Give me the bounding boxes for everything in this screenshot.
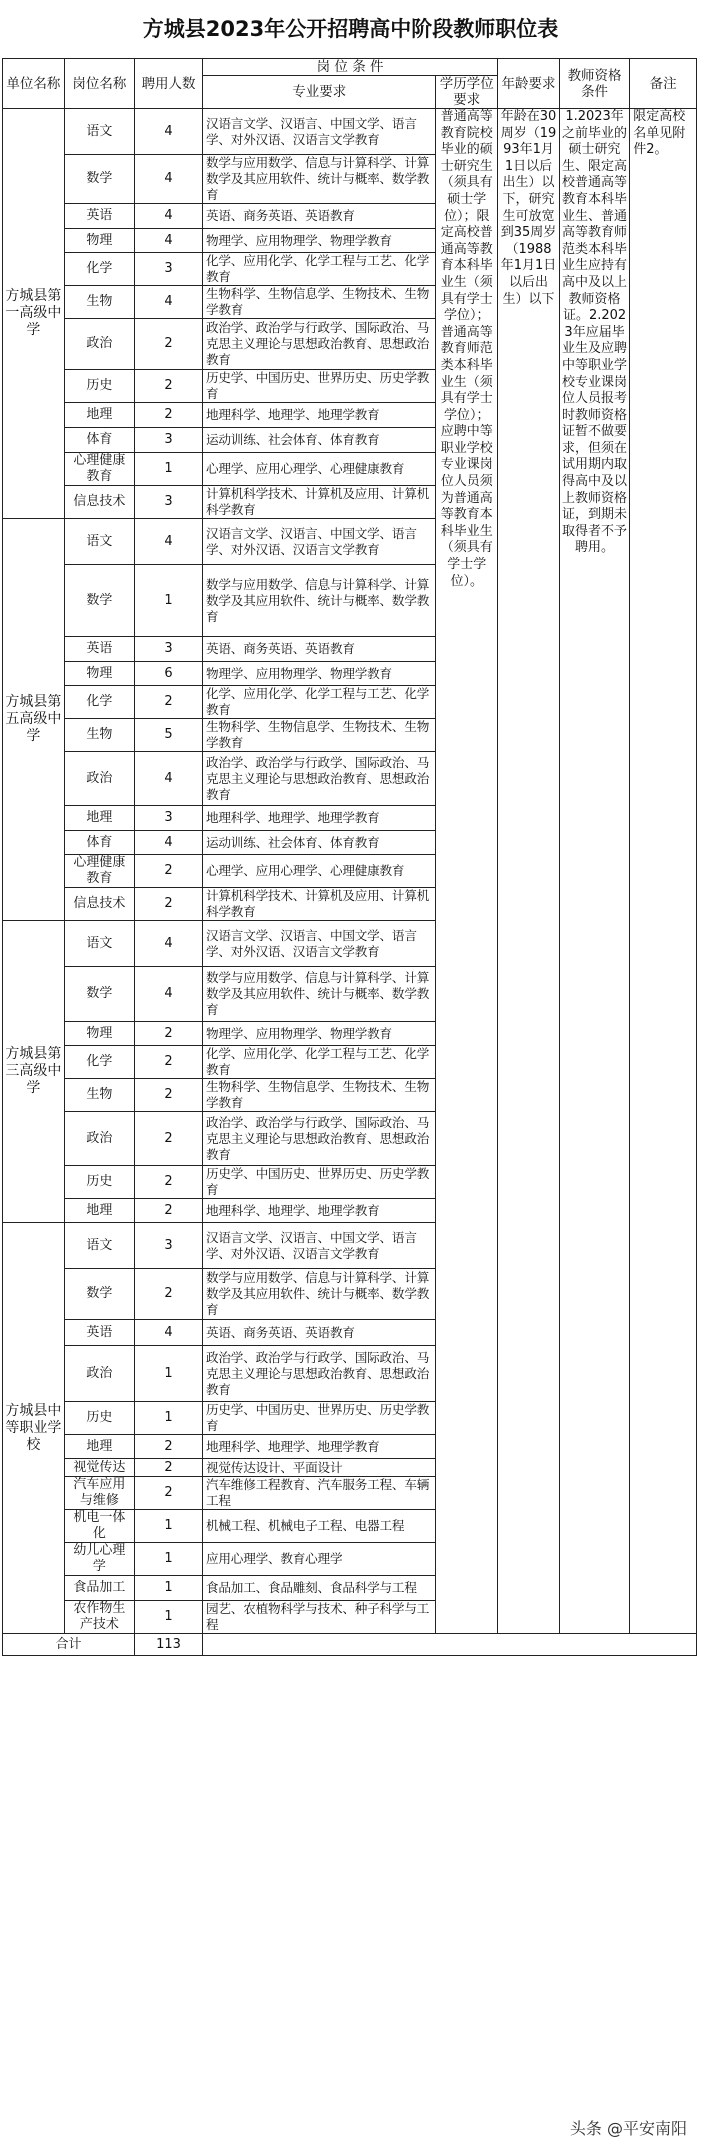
- total-value: 113: [135, 1634, 203, 1656]
- major-requirement: 物理学、应用物理学、物理学教育: [203, 662, 436, 686]
- post-name: 物理: [64, 662, 134, 686]
- post-count: 2: [135, 1022, 203, 1046]
- major-requirement: 地理科学、地理学、地理学教育: [203, 1435, 436, 1459]
- major-requirement: 物理学、应用物理学、物理学教育: [203, 1022, 436, 1046]
- major-requirement: 政治学、政治学与行政学、国际政治、马克思主义理论与思想政治教育、思想政治教育: [203, 752, 436, 806]
- major-requirement: 视觉传达设计、平面设计: [203, 1459, 436, 1477]
- post-name: 英语: [64, 204, 134, 229]
- major-requirement: 英语、商务英语、英语教育: [203, 1320, 436, 1346]
- post-count: 6: [135, 662, 203, 686]
- post-count: 4: [135, 831, 203, 855]
- header-conditions: 岗 位 条 件: [203, 59, 498, 76]
- total-row: [3, 1634, 697, 1656]
- post-name: 化学: [64, 1046, 134, 1079]
- degree-requirement: 普通高等教育院校毕业的硕士研究生（须具有硕士学位）；限定高校普通高等教育本科毕业生（须具有学士学位）；普通高等教育师范类本科毕业生（须具有学士学位）；应聘中等职业学校专业课岗位人员须为普通高等教育本科毕业生（须具有学士学位）。: [436, 109, 498, 1634]
- post-name: 语文: [64, 519, 134, 565]
- post-count: 1: [135, 453, 203, 486]
- post-name: 信息技术: [64, 486, 134, 519]
- post-count: 4: [135, 155, 203, 204]
- post-count: 2: [135, 370, 203, 403]
- post-count: 4: [135, 286, 203, 319]
- header-unit: 单位名称: [3, 59, 65, 109]
- major-requirement: 机械工程、机械电子工程、电器工程: [203, 1510, 436, 1543]
- post-name: 语文: [64, 921, 134, 967]
- major-requirement: 汽车维修工程教育、汽车服务工程、车辆工程: [203, 1477, 436, 1510]
- major-requirement: 食品加工、食品雕刻、食品科学与工程: [203, 1576, 436, 1601]
- major-requirement: 地理科学、地理学、地理学教育: [203, 403, 436, 428]
- post-count: 1: [135, 1510, 203, 1543]
- post-name: 英语: [64, 1320, 134, 1346]
- major-requirement: 汉语言文学、汉语言、中国文学、语言学、对外汉语、汉语言文学教育: [203, 1223, 436, 1269]
- major-requirement: 汉语言文学、汉语言、中国文学、语言学、对外汉语、汉语言文学教育: [203, 109, 436, 155]
- major-requirement: 英语、商务英语、英语教育: [203, 204, 436, 229]
- major-requirement: 数学与应用数学、信息与计算科学、计算数学及其应用软件、统计与概率、数学教育: [203, 155, 436, 204]
- post-count: 3: [135, 486, 203, 519]
- post-name: 数学: [64, 1269, 134, 1320]
- post-count: 1: [135, 1576, 203, 1601]
- major-requirement: 计算机科学技术、计算机及应用、计算机科学教育: [203, 486, 436, 519]
- post-name: 历史: [64, 1402, 134, 1435]
- post-count: 2: [135, 1269, 203, 1320]
- header-degree: 学历学位要求: [436, 76, 498, 109]
- post-name: 生物: [64, 719, 134, 752]
- major-requirement: 心理学、应用心理学、心理健康教育: [203, 855, 436, 888]
- post-name: 信息技术: [64, 888, 134, 921]
- post-name: 地理: [64, 806, 134, 831]
- post-count: 3: [135, 806, 203, 831]
- post-name: 幼儿心理学: [64, 1543, 134, 1576]
- post-name: 化学: [64, 686, 134, 719]
- post-count: 3: [135, 428, 203, 453]
- post-name: 汽车应用与维修: [64, 1477, 134, 1510]
- post-name: 物理: [64, 1022, 134, 1046]
- recruitment-table: [2, 58, 697, 1656]
- cert-requirement: 1.2023年之前毕业的硕士研究生、限定高校普通高等教育本科毕业生、普通高等教育师范类本科毕业生应持有高中及以上教师资格证。2.2023年应届毕业生及应聘中等职业学校专业课岗位人员报考时教师资格证暂不做要求，但须在试用期内取得高中及以上教师资格证，到期未取得者不予聘用。: [559, 109, 629, 1634]
- major-requirement: 应用心理学、教育心理学: [203, 1543, 436, 1576]
- post-name: 政治: [64, 1346, 134, 1402]
- unit-name: 方城县第三高级中学: [3, 921, 65, 1223]
- major-requirement: 数学与应用数学、信息与计算科学、计算数学及其应用软件、统计与概率、数学教育: [203, 967, 436, 1022]
- post-name: 数学: [64, 967, 134, 1022]
- major-requirement: 化学、应用化学、化学工程与工艺、化学教育: [203, 1046, 436, 1079]
- post-count: 3: [135, 637, 203, 662]
- major-requirement: 化学、应用化学、化学工程与工艺、化学教育: [203, 253, 436, 286]
- major-requirement: 地理科学、地理学、地理学教育: [203, 806, 436, 831]
- unit-name: 方城县第一高级中学: [3, 109, 65, 519]
- post-name: 政治: [64, 752, 134, 806]
- post-count: 1: [135, 1346, 203, 1402]
- post-name: 化学: [64, 253, 134, 286]
- page-title: 方城县2023年公开招聘高中阶段教师职位表: [142, 17, 559, 41]
- post-count: 2: [135, 319, 203, 370]
- major-requirement: 心理学、应用心理学、心理健康教育: [203, 453, 436, 486]
- post-name: 视觉传达: [64, 1459, 134, 1477]
- header-count: 聘用人数: [135, 59, 203, 109]
- header-post: 岗位名称: [64, 59, 134, 109]
- major-requirement: 生物科学、生物信息学、生物技术、生物学教育: [203, 286, 436, 319]
- major-requirement: 化学、应用化学、化学工程与工艺、化学教育: [203, 686, 436, 719]
- post-name: 心理健康教育: [64, 453, 134, 486]
- post-count: 5: [135, 719, 203, 752]
- post-count: 3: [135, 1223, 203, 1269]
- post-count: 2: [135, 1459, 203, 1477]
- total-blank: [203, 1634, 697, 1656]
- post-count: 2: [135, 1046, 203, 1079]
- post-count: 2: [135, 1112, 203, 1166]
- major-requirement: 历史学、中国历史、世界历史、历史学教育: [203, 1166, 436, 1199]
- major-requirement: 数学与应用数学、信息与计算科学、计算数学及其应用软件、统计与概率、数学教育: [203, 565, 436, 637]
- major-requirement: 地理科学、地理学、地理学教育: [203, 1199, 436, 1223]
- major-requirement: 生物科学、生物信息学、生物技术、生物学教育: [203, 1079, 436, 1112]
- major-requirement: 汉语言文学、汉语言、中国文学、语言学、对外汉语、汉语言文学教育: [203, 519, 436, 565]
- age-requirement: 年龄在30周岁（1993年1月1日以后出生）以下，研究生可放宽到35周岁（1988年1月1日以后出生）以下: [498, 109, 560, 1634]
- post-name: 地理: [64, 1199, 134, 1223]
- post-name: 语文: [64, 109, 134, 155]
- header-remark: 备注: [630, 59, 697, 109]
- major-requirement: 运动训练、社会体育、体育教育: [203, 428, 436, 453]
- post-name: 政治: [64, 319, 134, 370]
- post-count: 3: [135, 253, 203, 286]
- major-requirement: 物理学、应用物理学、物理学教育: [203, 229, 436, 253]
- post-count: 4: [135, 921, 203, 967]
- post-name: 生物: [64, 1079, 134, 1112]
- post-count: 4: [135, 109, 203, 155]
- post-name: 体育: [64, 428, 134, 453]
- post-count: 4: [135, 752, 203, 806]
- post-count: 1: [135, 1601, 203, 1634]
- post-name: 机电一体化: [64, 1510, 134, 1543]
- major-requirement: 汉语言文学、汉语言、中国文学、语言学、对外汉语、汉语言文学教育: [203, 921, 436, 967]
- major-requirement: 历史学、中国历史、世界历史、历史学教育: [203, 1402, 436, 1435]
- major-requirement: 英语、商务英语、英语教育: [203, 637, 436, 662]
- table-row: [3, 109, 697, 155]
- post-name: 农作物生产技术: [64, 1601, 134, 1634]
- watermark: 头条 @平安南阳: [569, 2119, 687, 2138]
- post-name: 体育: [64, 831, 134, 855]
- post-count: 2: [135, 1477, 203, 1510]
- post-count: 1: [135, 565, 203, 637]
- major-requirement: 数学与应用数学、信息与计算科学、计算数学及其应用软件、统计与概率、数学教育: [203, 1269, 436, 1320]
- header-cert: 教师资格条件: [559, 59, 629, 109]
- post-name: 政治: [64, 1112, 134, 1166]
- post-count: 2: [135, 1166, 203, 1199]
- post-name: 历史: [64, 370, 134, 403]
- post-name: 食品加工: [64, 1576, 134, 1601]
- post-count: 2: [135, 1435, 203, 1459]
- post-name: 语文: [64, 1223, 134, 1269]
- post-count: 2: [135, 686, 203, 719]
- major-requirement: 生物科学、生物信息学、生物技术、生物学教育: [203, 719, 436, 752]
- post-count: 2: [135, 888, 203, 921]
- major-requirement: 政治学、政治学与行政学、国际政治、马克思主义理论与思想政治教育、思想政治教育: [203, 1112, 436, 1166]
- post-count: 4: [135, 204, 203, 229]
- post-count: 4: [135, 229, 203, 253]
- unit-name: 方城县第五高级中学: [3, 519, 65, 921]
- major-requirement: 政治学、政治学与行政学、国际政治、马克思主义理论与思想政治教育、思想政治教育: [203, 319, 436, 370]
- header-major: 专业要求: [203, 76, 436, 109]
- post-count: 2: [135, 1079, 203, 1112]
- post-name: 地理: [64, 1435, 134, 1459]
- post-name: 历史: [64, 1166, 134, 1199]
- post-count: 1: [135, 1402, 203, 1435]
- remark: 限定高校名单见附件2。: [630, 109, 697, 1634]
- post-count: 2: [135, 855, 203, 888]
- post-count: 2: [135, 1199, 203, 1223]
- post-name: 地理: [64, 403, 134, 428]
- post-name: 物理: [64, 229, 134, 253]
- total-label: 合计: [3, 1634, 135, 1656]
- post-count: 2: [135, 403, 203, 428]
- post-count: 1: [135, 1543, 203, 1576]
- header-age: 年龄要求: [498, 59, 560, 109]
- post-count: 4: [135, 1320, 203, 1346]
- post-name: 心理健康教育: [64, 855, 134, 888]
- major-requirement: 计算机科学技术、计算机及应用、计算机科学教育: [203, 888, 436, 921]
- post-name: 数学: [64, 155, 134, 204]
- post-name: 英语: [64, 637, 134, 662]
- major-requirement: 园艺、农植物科学与技术、种子科学与工程: [203, 1601, 436, 1634]
- post-name: 数学: [64, 565, 134, 637]
- unit-name: 方城县中等职业学校: [3, 1223, 65, 1634]
- post-count: 4: [135, 967, 203, 1022]
- post-count: 4: [135, 519, 203, 565]
- major-requirement: 运动训练、社会体育、体育教育: [203, 831, 436, 855]
- major-requirement: 政治学、政治学与行政学、国际政治、马克思主义理论与思想政治教育、思想政治教育: [203, 1346, 436, 1402]
- major-requirement: 历史学、中国历史、世界历史、历史学教育: [203, 370, 436, 403]
- post-name: 生物: [64, 286, 134, 319]
